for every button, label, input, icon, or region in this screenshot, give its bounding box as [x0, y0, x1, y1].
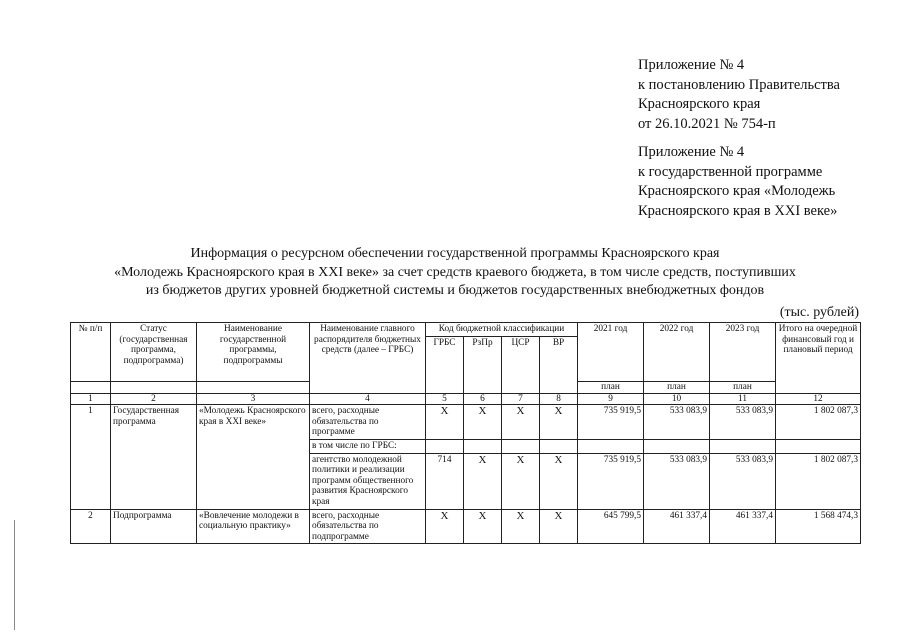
empty-cell — [71, 382, 111, 394]
column-number: 5 — [426, 393, 464, 405]
row-name: «Вовлечение молодежи в социальную практику» — [197, 509, 310, 544]
value-total: 1 802 087,3 — [776, 453, 861, 509]
code-rzpr: X — [464, 405, 502, 440]
appendix-header-program — [638, 143, 837, 221]
appendix-header-decree — [638, 56, 840, 134]
col-header-status: Статус (государственная программа, подпрограмма) — [111, 323, 197, 382]
document-title — [60, 245, 850, 301]
value-2022 — [644, 439, 710, 453]
appendix-line: к государственной программе — [638, 163, 823, 180]
value-2023: 533 083,9 — [710, 453, 776, 509]
column-number: 11 — [710, 393, 776, 405]
column-number: 8 — [540, 393, 578, 405]
code-csr: X — [502, 509, 540, 544]
row-num: 2 — [71, 509, 111, 544]
grbs-name-cell: в том числе по ГРБС: — [310, 439, 426, 453]
value-total: 1 568 474,3 — [776, 509, 861, 544]
grbs-name-cell: всего, расходные обязательства по программе — [310, 405, 426, 440]
code-rzpr: X — [464, 453, 502, 509]
grbs-name-cell: всего, расходные обязательства по подпрограмме — [310, 509, 426, 544]
col-header-num: № п/п — [71, 323, 111, 382]
code-vr — [540, 439, 578, 453]
column-number-row — [71, 393, 861, 405]
resource-table — [70, 322, 861, 544]
empty-cell — [197, 382, 310, 394]
col-header-2021: 2021 год — [578, 323, 644, 382]
code-csr: X — [502, 453, 540, 509]
appendix-line: Красноярского края — [638, 96, 761, 112]
table-row — [71, 405, 861, 440]
plan-label: план — [578, 382, 644, 394]
value-2022: 533 083,9 — [644, 453, 710, 509]
code-grbs — [426, 439, 464, 453]
code-rzpr — [464, 439, 502, 453]
value-2023: 461 337,4 — [710, 509, 776, 544]
row-name: «Молодежь Красноярского края в XXI веке» — [197, 405, 310, 509]
column-number: 10 — [644, 393, 710, 405]
value-2021: 645 799,5 — [578, 509, 644, 544]
code-vr: X — [540, 509, 578, 544]
value-2022: 533 083,9 — [644, 405, 710, 440]
value-total — [776, 439, 861, 453]
code-csr: X — [502, 405, 540, 440]
value-2021: 735 919,5 — [578, 405, 644, 440]
code-csr — [502, 439, 540, 453]
value-total: 1 802 087,3 — [776, 405, 861, 440]
plan-label: план — [644, 382, 710, 394]
code-rzpr: X — [464, 509, 502, 544]
column-number: 2 — [111, 393, 197, 405]
col-header-grbs-name: Наименование главного распорядителя бюджетных средств (далее – ГРБС) — [310, 323, 426, 394]
title-line: «Молодежь Красноярского края в XXI веке» за счет средств краевого бюджета, в том числе средств, поступивших — [114, 264, 796, 280]
code-grbs: 714 — [426, 453, 464, 509]
appendix-line: к постановлению Правительства — [638, 76, 840, 93]
appendix-title: Приложение № 4 — [638, 57, 745, 73]
code-grbs: X — [426, 509, 464, 544]
col-header-code: Код бюджетной классификации — [426, 323, 578, 337]
column-number: 9 — [578, 393, 644, 405]
col-header-total: Итого на очередной финансовый год и плановый период — [776, 323, 861, 394]
col-header-2023: 2023 год — [710, 323, 776, 382]
appendix-line: Красноярского края в XXI веке» — [638, 202, 838, 219]
value-2022: 461 337,4 — [644, 509, 710, 544]
col-header-grbs: ГРБС — [426, 336, 464, 393]
col-header-rzpr: РзПр — [464, 336, 502, 393]
appendix-line: Красноярского края «Молодежь — [638, 183, 836, 199]
appendix-title: Приложение № 4 — [638, 144, 745, 160]
value-2023 — [710, 439, 776, 453]
plan-label: план — [710, 382, 776, 394]
code-vr: X — [540, 453, 578, 509]
column-number: 4 — [310, 393, 426, 405]
appendix-date: от 26.10.2021 № 754-п — [638, 115, 776, 132]
header-row — [71, 323, 861, 337]
code-grbs: X — [426, 405, 464, 440]
row-status: Государственная программа — [111, 405, 197, 509]
grbs-name-cell: агентство молодежной политики и реализации программ общественного развития Красноярского края — [310, 453, 426, 509]
title-line: Информация о ресурсном обеспечении государственной программы Красноярского края — [190, 246, 720, 261]
col-header-csr: ЦСР — [502, 336, 540, 393]
title-line: из бюджетов других уровней бюджетной системы и бюджетов государственных внебюджетных фондов — [145, 283, 765, 298]
empty-cell — [111, 382, 197, 394]
column-number: 6 — [464, 393, 502, 405]
col-header-2022: 2022 год — [644, 323, 710, 382]
row-num: 1 — [71, 405, 111, 509]
column-number: 7 — [502, 393, 540, 405]
value-2021 — [578, 439, 644, 453]
col-header-name: Наименование государственной программы, подпрограммы — [197, 323, 310, 382]
row-status: Подпрограмма — [111, 509, 197, 544]
scan-artifact-line — [14, 520, 15, 630]
code-vr: X — [540, 405, 578, 440]
column-number: 12 — [776, 393, 861, 405]
col-header-vr: ВР — [540, 336, 578, 393]
column-number: 3 — [197, 393, 310, 405]
table-row — [71, 509, 861, 544]
unit-label: (тыс. рублей) — [779, 305, 859, 320]
column-number: 1 — [71, 393, 111, 405]
value-2021: 735 919,5 — [578, 453, 644, 509]
value-2023: 533 083,9 — [710, 405, 776, 440]
